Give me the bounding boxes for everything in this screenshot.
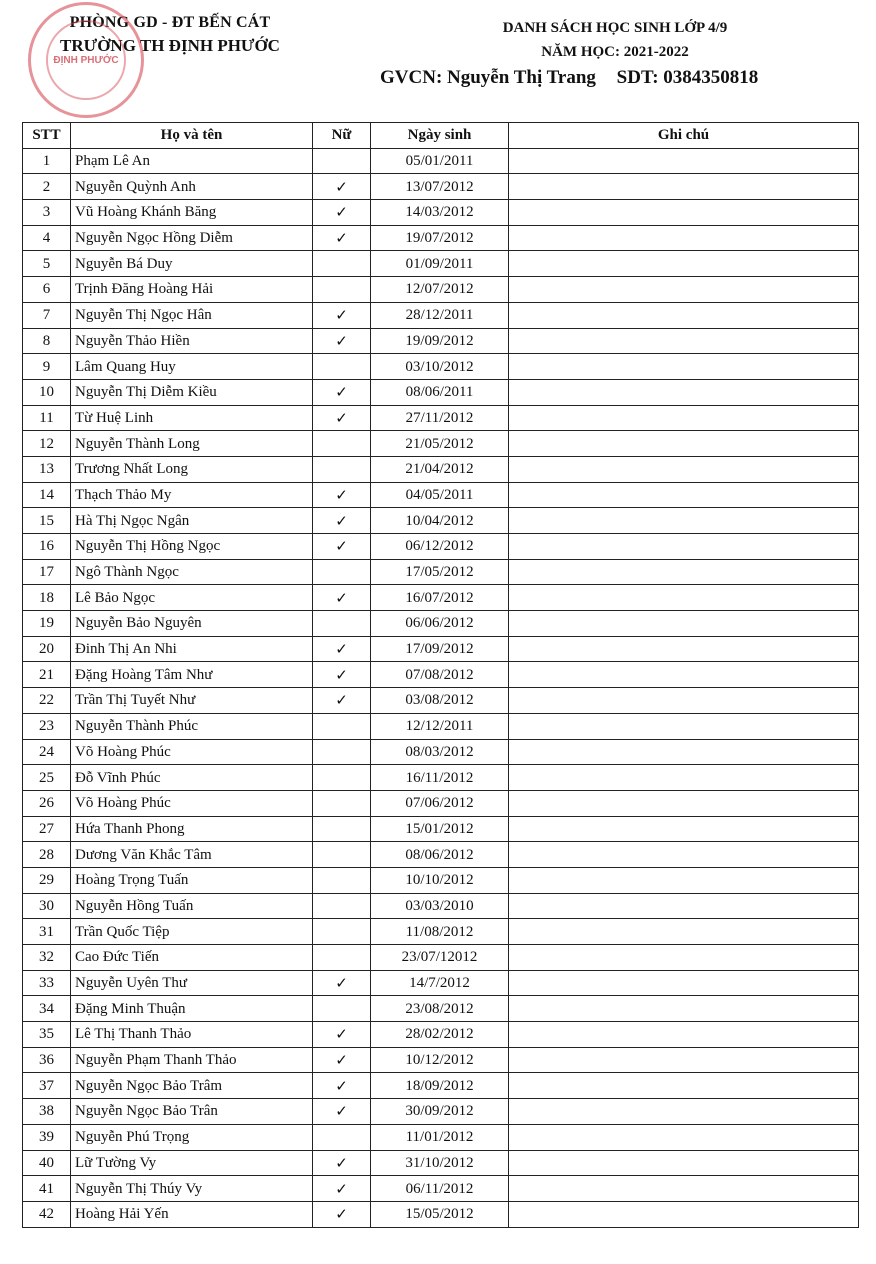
student-name: Đặng Minh Thuận (71, 996, 313, 1022)
note-cell (509, 302, 859, 328)
female-mark (313, 148, 371, 174)
date-of-birth: 12/07/2012 (371, 277, 509, 303)
date-of-birth: 03/10/2012 (371, 354, 509, 380)
student-name: Nguyễn Uyên Thư (71, 970, 313, 996)
female-mark (313, 559, 371, 585)
female-mark: ✓ (313, 1201, 371, 1227)
row-number: 24 (23, 739, 71, 765)
list-header (360, 16, 830, 92)
female-mark: ✓ (313, 1099, 371, 1125)
row-number: 31 (23, 919, 71, 945)
row-number: 21 (23, 662, 71, 688)
female-mark: ✓ (313, 328, 371, 354)
female-mark (313, 919, 371, 945)
student-name: Ngô Thành Ngọc (71, 559, 313, 585)
date-of-birth: 05/01/2011 (371, 148, 509, 174)
note-cell (509, 765, 859, 791)
female-mark: ✓ (313, 585, 371, 611)
female-mark (313, 611, 371, 637)
student-name: Nguyễn Bảo Nguyên (71, 611, 313, 637)
table-row (23, 508, 859, 534)
female-mark (313, 842, 371, 868)
student-name: Hoàng Hải Yến (71, 1201, 313, 1227)
note-cell (509, 636, 859, 662)
student-name: Hà Thị Ngọc Ngân (71, 508, 313, 534)
female-mark (313, 354, 371, 380)
date-of-birth: 04/05/2011 (371, 482, 509, 508)
student-name: Đinh Thị An Nhi (71, 636, 313, 662)
female-mark: ✓ (313, 174, 371, 200)
date-of-birth: 08/06/2011 (371, 379, 509, 405)
table-row (23, 534, 859, 560)
female-mark (313, 251, 371, 277)
note-cell (509, 1150, 859, 1176)
teacher-line (360, 64, 830, 92)
row-number: 12 (23, 431, 71, 457)
date-of-birth: 07/06/2012 (371, 790, 509, 816)
date-of-birth: 08/03/2012 (371, 739, 509, 765)
date-of-birth: 15/01/2012 (371, 816, 509, 842)
female-mark (313, 1124, 371, 1150)
female-mark: ✓ (313, 405, 371, 431)
table-row (23, 1099, 859, 1125)
female-mark: ✓ (313, 200, 371, 226)
student-name: Hứa Thanh Phong (71, 816, 313, 842)
note-cell (509, 225, 859, 251)
date-of-birth: 19/07/2012 (371, 225, 509, 251)
female-mark (313, 945, 371, 971)
table-row (23, 354, 859, 380)
table-row (23, 1073, 859, 1099)
note-cell (509, 1201, 859, 1227)
date-of-birth: 18/09/2012 (371, 1073, 509, 1099)
student-name: Nguyễn Thị Ngọc Hân (71, 302, 313, 328)
table-row (23, 611, 859, 637)
list-title: DANH SÁCH HỌC SINH LỚP 4/9 (502, 20, 728, 36)
note-cell (509, 611, 859, 637)
note-cell (509, 1073, 859, 1099)
date-of-birth: 28/12/2011 (371, 302, 509, 328)
table-row (23, 688, 859, 714)
row-number: 22 (23, 688, 71, 714)
note-cell (509, 559, 859, 585)
table-row (23, 431, 859, 457)
female-mark (313, 765, 371, 791)
row-number: 23 (23, 713, 71, 739)
note-cell (509, 1124, 859, 1150)
female-mark: ✓ (313, 688, 371, 714)
table-row (23, 328, 859, 354)
female-mark (313, 790, 371, 816)
table-row (23, 1150, 859, 1176)
row-number: 5 (23, 251, 71, 277)
row-number: 19 (23, 611, 71, 637)
female-mark: ✓ (313, 1073, 371, 1099)
date-of-birth: 30/09/2012 (371, 1099, 509, 1125)
row-number: 20 (23, 636, 71, 662)
date-of-birth: 03/03/2010 (371, 893, 509, 919)
female-mark: ✓ (313, 970, 371, 996)
female-mark (313, 456, 371, 482)
note-cell (509, 1176, 859, 1202)
student-name: Nguyễn Hồng Tuấn (71, 893, 313, 919)
student-name: Nguyễn Phú Trọng (71, 1124, 313, 1150)
female-mark: ✓ (313, 225, 371, 251)
header-name: Họ và tên (71, 123, 313, 149)
female-mark: ✓ (313, 1150, 371, 1176)
female-mark (313, 867, 371, 893)
date-of-birth: 21/04/2012 (371, 456, 509, 482)
female-mark: ✓ (313, 534, 371, 560)
table-row (23, 996, 859, 1022)
student-name: Nguyễn Thành Long (71, 431, 313, 457)
table-row (23, 482, 859, 508)
date-of-birth: 10/10/2012 (371, 867, 509, 893)
row-number: 41 (23, 1176, 71, 1202)
note-cell (509, 842, 859, 868)
note-cell (509, 200, 859, 226)
row-number: 18 (23, 585, 71, 611)
note-cell (509, 379, 859, 405)
student-name: Nguyễn Ngọc Bảo Trân (71, 1099, 313, 1125)
row-number: 10 (23, 379, 71, 405)
row-number: 3 (23, 200, 71, 226)
female-mark: ✓ (313, 1176, 371, 1202)
row-number: 26 (23, 790, 71, 816)
header-note: Ghi chú (509, 123, 859, 149)
date-of-birth: 16/07/2012 (371, 585, 509, 611)
table-row (23, 970, 859, 996)
row-number: 38 (23, 1099, 71, 1125)
note-cell (509, 996, 859, 1022)
row-number: 39 (23, 1124, 71, 1150)
date-of-birth: 17/05/2012 (371, 559, 509, 585)
row-number: 14 (23, 482, 71, 508)
student-name: Phạm Lê An (71, 148, 313, 174)
female-mark: ✓ (313, 1047, 371, 1073)
table-row (23, 919, 859, 945)
table-row (23, 1124, 859, 1150)
table-row (23, 1022, 859, 1048)
note-cell (509, 174, 859, 200)
row-number: 9 (23, 354, 71, 380)
note-cell (509, 251, 859, 277)
table-row (23, 251, 859, 277)
table-row (23, 559, 859, 585)
date-of-birth: 21/05/2012 (371, 431, 509, 457)
female-mark (313, 431, 371, 457)
student-name: Võ Hoàng Phúc (71, 739, 313, 765)
student-name: Hoàng Trọng Tuấn (71, 867, 313, 893)
date-of-birth: 06/11/2012 (371, 1176, 509, 1202)
date-of-birth: 08/06/2012 (371, 842, 509, 868)
date-of-birth: 28/02/2012 (371, 1022, 509, 1048)
student-name: Trịnh Đăng Hoàng Hải (71, 277, 313, 303)
student-name: Lê Bảo Ngọc (71, 585, 313, 611)
date-of-birth: 10/04/2012 (371, 508, 509, 534)
stamp-text: ĐỊNH PHƯỚC (53, 54, 119, 66)
date-of-birth: 12/12/2011 (371, 713, 509, 739)
date-of-birth: 13/07/2012 (371, 174, 509, 200)
note-cell (509, 713, 859, 739)
female-mark: ✓ (313, 636, 371, 662)
table-row (23, 867, 859, 893)
note-cell (509, 585, 859, 611)
table-row (23, 816, 859, 842)
student-name: Nguyễn Bá Duy (71, 251, 313, 277)
female-mark: ✓ (313, 379, 371, 405)
student-name: Nguyễn Thị Thúy Vy (71, 1176, 313, 1202)
date-of-birth: 06/12/2012 (371, 534, 509, 560)
note-cell (509, 405, 859, 431)
note-cell (509, 739, 859, 765)
student-name: Nguyễn Ngọc Bảo Trâm (71, 1073, 313, 1099)
date-of-birth: 19/09/2012 (371, 328, 509, 354)
note-cell (509, 662, 859, 688)
table-row (23, 200, 859, 226)
date-of-birth: 31/10/2012 (371, 1150, 509, 1176)
row-number: 28 (23, 842, 71, 868)
table-row (23, 790, 859, 816)
table-row (23, 945, 859, 971)
school-stamp (28, 2, 144, 118)
student-name: Trần Thị Tuyết Như (71, 688, 313, 714)
note-cell (509, 688, 859, 714)
note-cell (509, 893, 859, 919)
row-number: 7 (23, 302, 71, 328)
note-cell (509, 945, 859, 971)
note-cell (509, 1047, 859, 1073)
student-name: Lữ Tường Vy (71, 1150, 313, 1176)
row-number: 8 (23, 328, 71, 354)
note-cell (509, 354, 859, 380)
note-cell (509, 431, 859, 457)
table-row (23, 1176, 859, 1202)
date-of-birth: 03/08/2012 (371, 688, 509, 714)
student-name: Thạch Thảo My (71, 482, 313, 508)
school-name: TRƯỜNG TH ĐỊNH PHƯỚC (60, 36, 280, 55)
student-name: Đỗ Vĩnh Phúc (71, 765, 313, 791)
note-cell (509, 919, 859, 945)
row-number: 6 (23, 277, 71, 303)
note-cell (509, 534, 859, 560)
note-cell (509, 1022, 859, 1048)
table-row (23, 1047, 859, 1073)
row-number: 11 (23, 405, 71, 431)
date-of-birth: 10/12/2012 (371, 1047, 509, 1073)
note-cell (509, 482, 859, 508)
female-mark: ✓ (313, 662, 371, 688)
table-row (23, 277, 859, 303)
row-number: 2 (23, 174, 71, 200)
row-number: 33 (23, 970, 71, 996)
student-roster-table (22, 122, 859, 1228)
student-name: Vũ Hoàng Khánh Băng (71, 200, 313, 226)
row-number: 13 (23, 456, 71, 482)
table-row (23, 174, 859, 200)
row-number: 32 (23, 945, 71, 971)
student-name: Nguyễn Thành Phúc (71, 713, 313, 739)
note-cell (509, 508, 859, 534)
female-mark (313, 739, 371, 765)
female-mark (313, 713, 371, 739)
row-number: 25 (23, 765, 71, 791)
department-name: PHÒNG GD - ĐT BẾN CÁT (69, 14, 271, 31)
note-cell (509, 148, 859, 174)
table-row (23, 662, 859, 688)
header-dob: Ngày sinh (371, 123, 509, 149)
table-row (23, 225, 859, 251)
table-row (23, 585, 859, 611)
table-row (23, 148, 859, 174)
table-row (23, 456, 859, 482)
student-name: Nguyễn Quỳnh Anh (71, 174, 313, 200)
note-cell (509, 1099, 859, 1125)
row-number: 34 (23, 996, 71, 1022)
female-mark (313, 277, 371, 303)
row-number: 35 (23, 1022, 71, 1048)
date-of-birth: 01/09/2011 (371, 251, 509, 277)
female-mark (313, 996, 371, 1022)
note-cell (509, 790, 859, 816)
female-mark: ✓ (313, 302, 371, 328)
student-name: Trương Nhất Long (71, 456, 313, 482)
student-name: Nguyễn Thị Hồng Ngọc (71, 534, 313, 560)
table-row (23, 893, 859, 919)
student-name: Lê Thị Thanh Thảo (71, 1022, 313, 1048)
table-row (23, 739, 859, 765)
date-of-birth: 16/11/2012 (371, 765, 509, 791)
student-name: Trần Quốc Tiệp (71, 919, 313, 945)
student-name: Từ Huệ Linh (71, 405, 313, 431)
row-number: 42 (23, 1201, 71, 1227)
homeroom-teacher: GVCN: Nguyễn Thị Trang (380, 67, 596, 88)
student-name: Nguyễn Ngọc Hồng Diễm (71, 225, 313, 251)
note-cell (509, 456, 859, 482)
date-of-birth: 17/09/2012 (371, 636, 509, 662)
table-row (23, 765, 859, 791)
student-name: Nguyễn Thảo Hiền (71, 328, 313, 354)
female-mark: ✓ (313, 1022, 371, 1048)
row-number: 15 (23, 508, 71, 534)
student-name: Lâm Quang Huy (71, 354, 313, 380)
table-row (23, 379, 859, 405)
date-of-birth: 07/08/2012 (371, 662, 509, 688)
student-name: Đặng Hoàng Tâm Như (71, 662, 313, 688)
date-of-birth: 27/11/2012 (371, 405, 509, 431)
female-mark (313, 816, 371, 842)
row-number: 1 (23, 148, 71, 174)
note-cell (509, 867, 859, 893)
note-cell (509, 277, 859, 303)
table-row (23, 1201, 859, 1227)
row-number: 29 (23, 867, 71, 893)
stamp-inner-ring (46, 20, 126, 100)
table-header-row (23, 123, 859, 149)
student-name: Cao Đức Tiến (71, 945, 313, 971)
date-of-birth: 11/01/2012 (371, 1124, 509, 1150)
row-number: 30 (23, 893, 71, 919)
female-mark: ✓ (313, 508, 371, 534)
school-year: NĂM HỌC: 2021-2022 (541, 44, 689, 60)
note-cell (509, 970, 859, 996)
table-row (23, 842, 859, 868)
date-of-birth: 23/08/2012 (371, 996, 509, 1022)
female-mark: ✓ (313, 482, 371, 508)
student-name: Võ Hoàng Phúc (71, 790, 313, 816)
row-number: 17 (23, 559, 71, 585)
student-name: Dương Văn Khắc Tâm (71, 842, 313, 868)
header-female: Nữ (313, 123, 371, 149)
date-of-birth: 14/03/2012 (371, 200, 509, 226)
note-cell (509, 816, 859, 842)
note-cell (509, 328, 859, 354)
date-of-birth: 23/07/12012 (371, 945, 509, 971)
row-number: 27 (23, 816, 71, 842)
teacher-phone: SDT: 0384350818 (616, 67, 759, 88)
student-name: Nguyễn Thị Diễm Kiều (71, 379, 313, 405)
student-name: Nguyễn Phạm Thanh Thảo (71, 1047, 313, 1073)
row-number: 16 (23, 534, 71, 560)
row-number: 36 (23, 1047, 71, 1073)
row-number: 4 (23, 225, 71, 251)
header-stt: STT (23, 123, 71, 149)
table-row (23, 713, 859, 739)
table-row (23, 636, 859, 662)
row-number: 40 (23, 1150, 71, 1176)
table-row (23, 405, 859, 431)
female-mark (313, 893, 371, 919)
date-of-birth: 06/06/2012 (371, 611, 509, 637)
date-of-birth: 11/08/2012 (371, 919, 509, 945)
table-row (23, 302, 859, 328)
date-of-birth: 14/7/2012 (371, 970, 509, 996)
row-number: 37 (23, 1073, 71, 1099)
table-body (23, 148, 859, 1227)
date-of-birth: 15/05/2012 (371, 1201, 509, 1227)
